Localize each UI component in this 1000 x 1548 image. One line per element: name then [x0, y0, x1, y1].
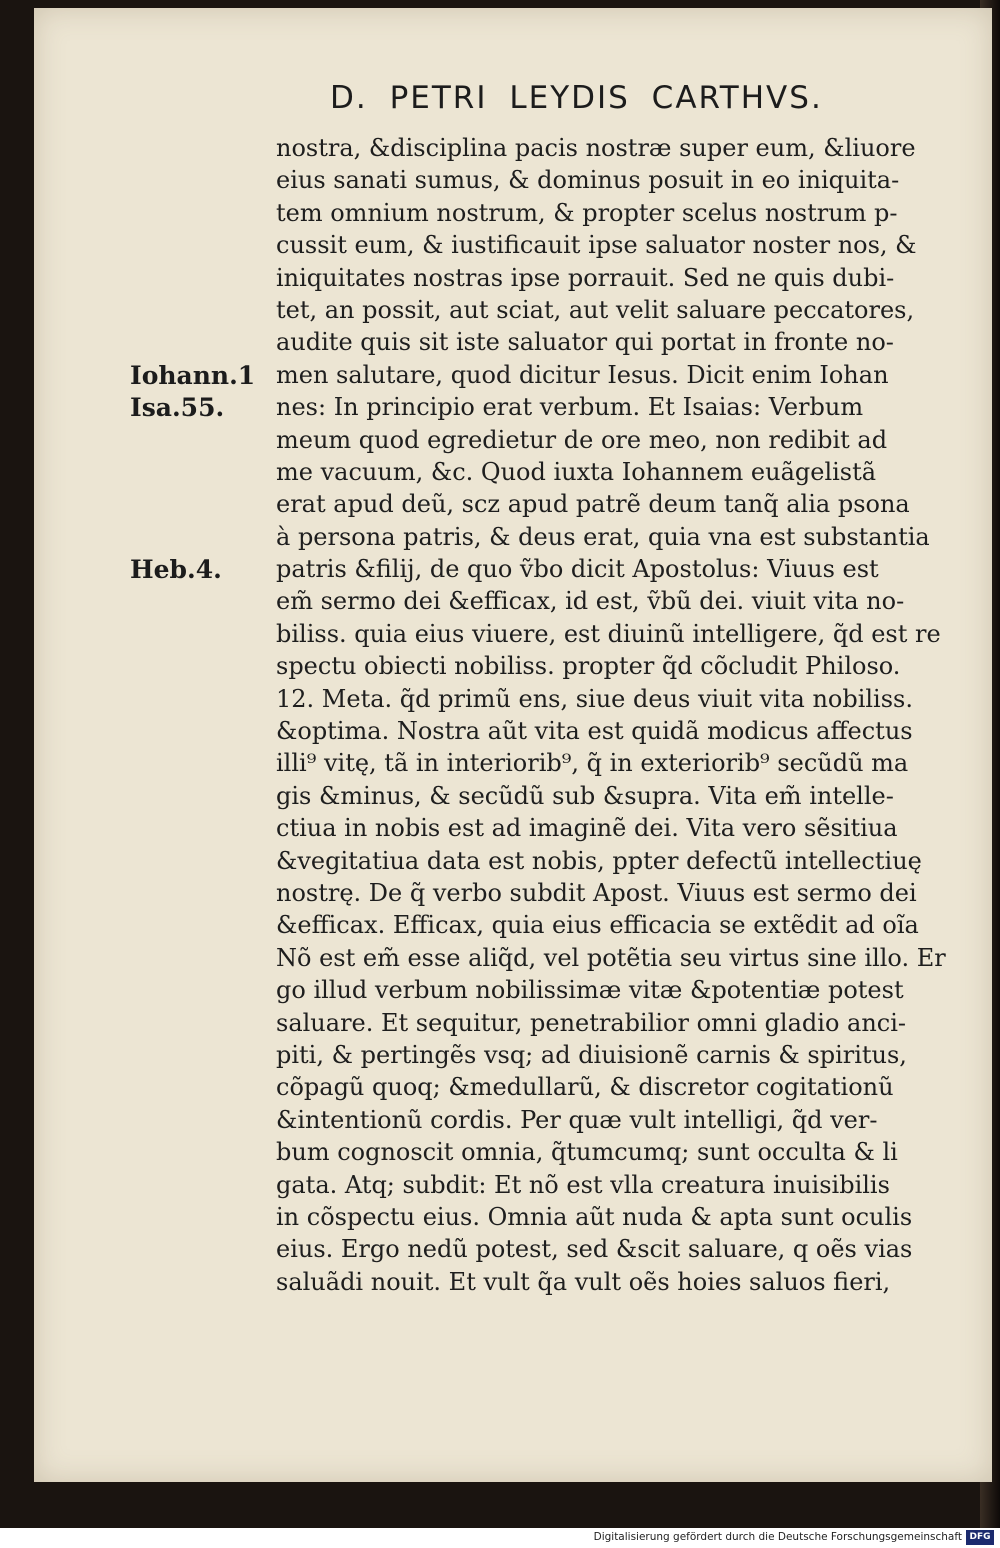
- text-line: audite quis sit iste saluator qui portat in fronte no-: [276, 328, 894, 357]
- text-line: patris &filij, de quo ṽbo dicit Apostolus: Viuus est: [276, 555, 879, 584]
- text-line: nostra, &disciplina pacis nostræ super eum, &liuore: [276, 134, 916, 162]
- body-text: [276, 132, 960, 1298]
- text-line: &efficax. Efficax, quia eius efficacia se extẽdit ad oĩa: [276, 911, 919, 940]
- text-line: gis &minus, & secũdũ sub &supra. Vita em̃ intelle-: [276, 781, 894, 810]
- footer-bar: [0, 1528, 1000, 1548]
- text-line: &optima. Nostra aũt vita est quidã modicus affectus: [276, 717, 913, 746]
- running-header: D. PETRI LEYDIS CARTHVS.: [330, 80, 823, 116]
- margin-note: Iohann.1: [130, 360, 256, 390]
- text-line: em̃ sermo dei &efficax, id est, ṽbũ dei. viuit vita no-: [276, 587, 905, 616]
- text-line: illi⁹ vitę, tã in interiorib⁹, q̃ in exteriorib⁹ secũdũ ma: [276, 749, 909, 778]
- text-line: biliss. quia eius viuere, est diuinũ intelligere, q̃d est re: [276, 619, 941, 648]
- text-line: nostrę. De q̃ verbo subdit Apost. Viuus est sermo dei: [276, 878, 917, 907]
- dfg-logo: DFG: [966, 1530, 994, 1545]
- text-line: piti, & pertingẽs vsq; ad diuisionẽ carnis & spiritus,: [276, 1040, 907, 1069]
- text-line: me vacuum, &c. Quod iuxta Iohannem euãgelistã: [276, 457, 877, 486]
- text-line: ctiua in nobis est ad imaginẽ dei. Vita vero sẽsitiua: [276, 814, 898, 843]
- text-line: gata. Atq; subdit: Et nõ est vlla creatura inuisibilis: [276, 1170, 890, 1199]
- text-line: Nõ est em̃ esse aliq̃d, vel potẽtia seu virtus sine illo. Er: [276, 943, 946, 972]
- margin-note: Heb.4.: [130, 555, 222, 585]
- text-line: bum cognoscit omnia, q̃tumcumq; sunt occulta & li: [276, 1138, 898, 1167]
- text-line: saluãdi nouit. Et vult q̃a vult oẽs hoies saluos fieri,: [276, 1267, 891, 1296]
- text-line: 12. Meta. q̃d primũ ens, siue deus viuit vita nobiliss.: [276, 684, 913, 713]
- text-line: eius sanati sumus, & dominus posuit in eo iniquita-: [276, 166, 900, 195]
- text-line: erat apud deũ, scz apud patrẽ deum tanq̃ alia psona: [276, 490, 910, 519]
- text-line: tem omnium nostrum, & propter scelus nostrum p-: [276, 198, 898, 227]
- text-line: eius. Ergo nedũ potest, sed &scit saluare, q oẽs vias: [276, 1235, 913, 1264]
- text-line: &intentionũ cordis. Per quæ vult intelligi, q̃d ver-: [276, 1105, 878, 1134]
- text-line: saluare. Et sequitur, penetrabilior omni gladio anci-: [276, 1008, 907, 1037]
- text-line: meum quod egredietur de ore meo, non redibit ad: [276, 425, 888, 454]
- funding-notice: Digitalisierung gefördert durch die Deutsche Forschungsgemeinschaft: [593, 1531, 962, 1543]
- text-line: iniquitates nostras ipse porrauit. Sed ne quis dubi-: [276, 263, 895, 292]
- text-line: tet, an possit, aut sciat, aut velit saluare peccatores,: [276, 295, 915, 324]
- text-line: &vegitatiua data est nobis, ppter defectũ intellectiuę: [276, 846, 922, 875]
- text-line: men salutare, quod dicitur Iesus. Dicit enim Iohan: [276, 360, 889, 389]
- text-line: à persona patris, & deus erat, quia vna est substantia: [276, 522, 930, 551]
- text-line: go illud verbum nobilissimæ vitæ &potentiæ potest: [276, 976, 904, 1005]
- text-line: spectu obiecti nobiliss. propter q̃d cõcludit Philoso.: [276, 652, 901, 681]
- text-line: cõpagũ quoq; &medullarũ, & discretor cogitationũ: [276, 1073, 894, 1102]
- text-line: cussit eum, & iustificauit ipse saluator noster nos, &: [276, 231, 917, 260]
- text-line: nes: In principio erat verbum. Et Isaias: Verbum: [276, 393, 864, 422]
- text-line: in cõspectu eius. Omnia aũt nuda & apta sunt oculis: [276, 1202, 913, 1231]
- margin-note: Isa.55.: [130, 393, 225, 423]
